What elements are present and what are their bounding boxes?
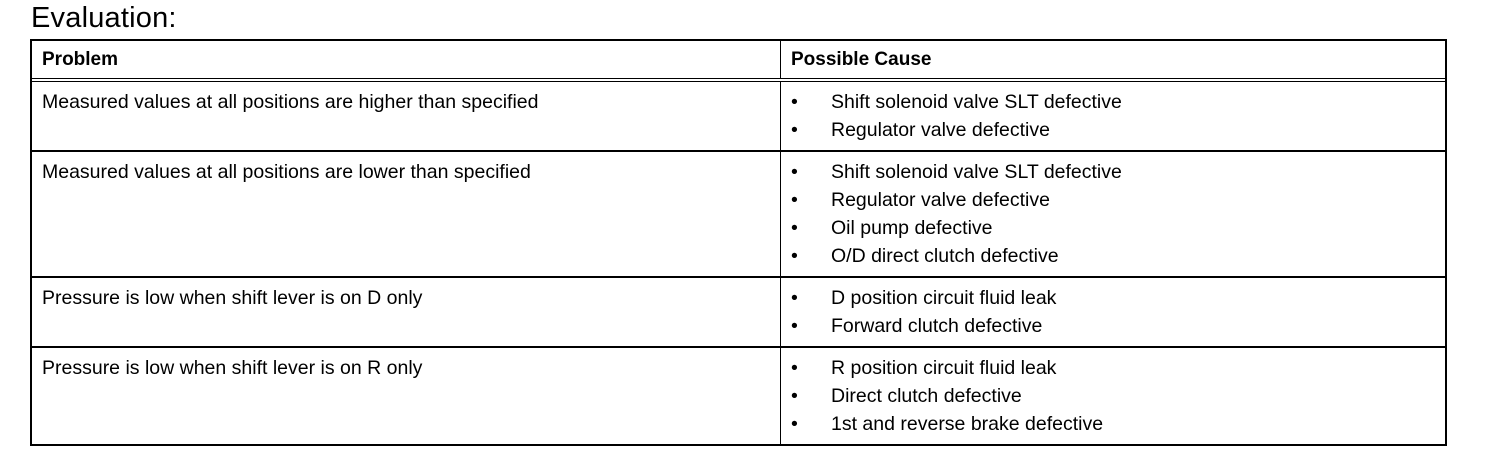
problem-text: Measured values at all positions are higher than specified	[42, 91, 539, 113]
list-item	[791, 410, 1445, 438]
bullet-icon: •	[791, 119, 798, 141]
cause-text: Regulator valve defective	[831, 119, 1050, 141]
problem-cell	[32, 82, 781, 150]
table-row	[32, 348, 1445, 444]
cause-list	[791, 158, 1445, 270]
bullet-icon: •	[791, 245, 798, 267]
bullet-icon: •	[791, 385, 798, 407]
problem-cell	[32, 278, 781, 346]
table-row	[32, 152, 1445, 278]
list-item	[791, 284, 1445, 312]
cause-cell	[781, 82, 1445, 150]
cause-cell	[781, 152, 1445, 276]
cause-text: Shift solenoid valve SLT defective	[831, 91, 1122, 113]
list-item	[791, 158, 1445, 186]
cause-text: Shift solenoid valve SLT defective	[831, 161, 1122, 183]
bullet-icon: •	[791, 287, 798, 309]
cause-text: O/D direct clutch defective	[831, 245, 1059, 267]
list-item	[791, 88, 1445, 116]
table-row	[32, 82, 1445, 152]
table-header-row	[32, 41, 1445, 82]
bullet-icon: •	[791, 315, 798, 337]
table-body	[32, 82, 1445, 444]
cause-cell	[781, 348, 1445, 444]
cause-text: D position circuit fluid leak	[831, 287, 1057, 309]
evaluation-table	[30, 39, 1447, 446]
bullet-icon: •	[791, 413, 798, 435]
problem-cell	[32, 348, 781, 444]
table-row	[32, 278, 1445, 348]
problem-text: Measured values at all positions are lower than specified	[42, 161, 531, 183]
cause-text: Direct clutch defective	[831, 385, 1022, 407]
list-item	[791, 312, 1445, 340]
bullet-icon: •	[791, 357, 798, 379]
cause-list	[791, 88, 1445, 144]
header-possible-cause: Possible Cause	[791, 49, 932, 70]
list-item	[791, 214, 1445, 242]
cause-text: Regulator valve defective	[831, 189, 1050, 211]
cause-list	[791, 354, 1445, 438]
cause-text: Oil pump defective	[831, 217, 993, 239]
bullet-icon: •	[791, 91, 798, 113]
list-item	[791, 116, 1445, 144]
page-title: Evaluation:	[31, 2, 177, 34]
problem-text: Pressure is low when shift lever is on R only	[42, 357, 423, 379]
cause-list	[791, 284, 1445, 340]
list-item	[791, 186, 1445, 214]
cause-text: 1st and reverse brake defective	[831, 413, 1104, 435]
problem-cell	[32, 152, 781, 276]
header-problem: Problem	[32, 41, 781, 78]
cause-cell	[781, 278, 1445, 346]
bullet-icon: •	[791, 217, 798, 239]
problem-text: Pressure is low when shift lever is on D only	[42, 287, 423, 309]
list-item	[791, 354, 1445, 382]
bullet-icon: •	[791, 189, 798, 211]
list-item	[791, 242, 1445, 270]
cause-text: Forward clutch defective	[831, 315, 1043, 337]
cause-text: R position circuit fluid leak	[831, 357, 1057, 379]
bullet-icon: •	[791, 161, 798, 183]
list-item	[791, 382, 1445, 410]
